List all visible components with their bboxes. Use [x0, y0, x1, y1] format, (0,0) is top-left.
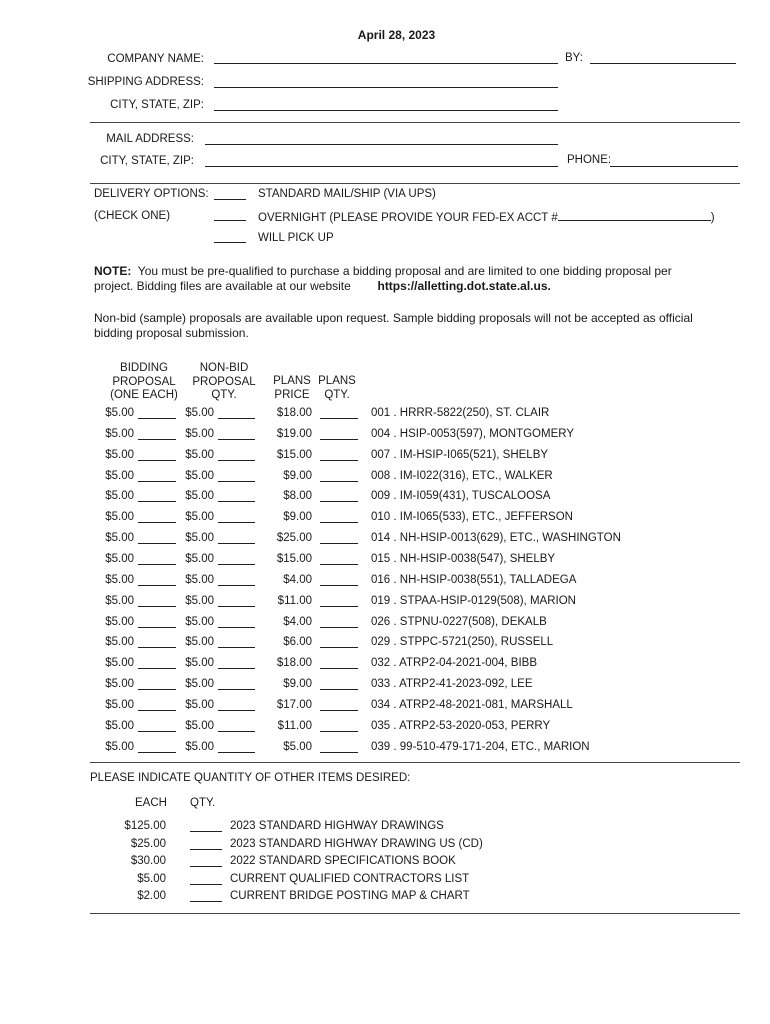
project-description: 033 . ATRP2-41-2023-092, LEE — [371, 678, 533, 691]
bidding-qty-field[interactable] — [138, 731, 176, 732]
fedex-account-field[interactable] — [558, 210, 711, 221]
nonbid-qty-field[interactable] — [218, 522, 255, 523]
item-name: CURRENT BRIDGE POSTING MAP & CHART — [230, 890, 470, 902]
header-line: PLANS — [273, 375, 311, 387]
section-divider-1 — [90, 122, 740, 123]
mail-city-state-zip-label: CITY, STATE, ZIP: — [100, 155, 194, 167]
bidding-qty-field[interactable] — [138, 627, 176, 628]
project-description: 035 . ATRP2-53-2020-053, PERRY — [371, 719, 551, 732]
table-row — [0, 511, 770, 527]
other-item-row — [0, 890, 770, 906]
nonbid-qty-field[interactable] — [218, 627, 255, 628]
plans-price: $25.00 — [276, 532, 312, 545]
delivery-overnight-option — [258, 210, 715, 224]
nonbid-qty-field[interactable] — [218, 689, 255, 690]
nonbid-qty-field[interactable] — [218, 731, 255, 732]
table-row — [0, 407, 770, 423]
plans-qty-field[interactable] — [320, 606, 358, 607]
nonbid-price: $5.00 — [185, 573, 214, 586]
header-line: QTY. — [211, 389, 237, 401]
bidding-price: $5.00 — [105, 427, 134, 440]
shipping-city-state-zip-field[interactable] — [214, 110, 558, 111]
header-line: PRICE — [274, 388, 310, 401]
plans-price: $9.00 — [283, 469, 312, 482]
nonbid-qty-field[interactable] — [218, 439, 255, 440]
mail-city-state-zip-field[interactable] — [205, 166, 558, 167]
bidding-qty-field[interactable] — [138, 710, 176, 711]
other-items-title: PLEASE INDICATE QUANTITY OF OTHER ITEMS DESIRED: — [90, 772, 411, 784]
form-date: April 28, 2023 — [357, 28, 436, 42]
nonbid-price: $5.00 — [185, 594, 214, 607]
project-description: 015 . NH-HSIP-0038(547), SHELBY — [371, 552, 556, 565]
bidding-price: $5.00 — [105, 615, 134, 628]
nonbid-qty-field[interactable] — [218, 606, 255, 607]
nonbid-qty-field[interactable] — [218, 460, 255, 461]
header-line: NON-BID — [199, 362, 249, 374]
plans-price: $4.00 — [283, 615, 312, 628]
plans-qty-field[interactable] — [320, 501, 358, 502]
item-price: $2.00 — [137, 890, 166, 902]
item-qty-field[interactable] — [190, 849, 222, 850]
nonbid-price: $5.00 — [185, 552, 214, 565]
project-description: 001 . HRRR-5822(250), ST. CLAIR — [371, 407, 550, 419]
nonbid-qty-field[interactable] — [218, 585, 255, 586]
header-line: QTY. — [324, 388, 350, 401]
shipping-address-field[interactable] — [214, 87, 558, 88]
table-row — [0, 449, 770, 465]
project-description: 014 . NH-HSIP-0013(629), ETC., WASHINGTON — [371, 532, 621, 545]
section-divider-2 — [90, 183, 740, 184]
item-name: 2023 STANDARD HIGHWAY DRAWING US (CD) — [230, 838, 483, 850]
table-row — [0, 636, 770, 652]
nonbid-price: $5.00 — [185, 490, 214, 503]
fedex-account-close: ) — [710, 212, 715, 224]
plans-qty-field[interactable] — [320, 439, 358, 440]
table-row — [0, 657, 770, 673]
nonbid-qty-field[interactable] — [218, 564, 255, 565]
nonbid-qty-field[interactable] — [218, 710, 255, 711]
plans-qty-field[interactable] — [320, 418, 358, 419]
item-price: $30.00 — [130, 855, 166, 867]
table-row — [0, 532, 770, 548]
project-description: 039 . 99-510-479-171-204, ETC., MARION — [371, 740, 590, 753]
item-name: CURRENT QUALIFIED CONTRACTORS LIST — [230, 873, 470, 885]
bidding-qty-field[interactable] — [138, 752, 176, 753]
bidding-price: $5.00 — [105, 573, 134, 586]
other-item-row — [0, 820, 770, 836]
plans-qty-field[interactable] — [320, 752, 358, 753]
other-item-row — [0, 838, 770, 854]
note-paragraph — [94, 264, 714, 294]
item-qty-field[interactable] — [190, 866, 222, 867]
header-line: (ONE EACH) — [110, 389, 178, 401]
each-header: EACH — [135, 797, 167, 809]
plans-qty-field[interactable] — [320, 731, 358, 732]
bidding-price: $5.00 — [105, 698, 134, 711]
qty-header: QTY. — [190, 797, 216, 809]
bidding-price: $5.00 — [105, 407, 134, 419]
table-row — [0, 678, 770, 694]
item-qty-field[interactable] — [190, 901, 222, 902]
nonbid-qty-field[interactable] — [218, 668, 255, 669]
bidding-price: $5.00 — [105, 448, 134, 461]
check-one-label: (CHECK ONE) — [94, 210, 171, 222]
table-row — [0, 720, 770, 736]
bidding-qty-field[interactable] — [138, 585, 176, 586]
nonbid-price: $5.00 — [185, 636, 214, 649]
project-description: 009 . IM-I059(431), TUSCALOOSA — [371, 490, 551, 503]
table-row — [0, 616, 770, 632]
nonbid-qty-field[interactable] — [218, 543, 255, 544]
nonbid-price: $5.00 — [185, 511, 214, 524]
item-name: 2023 STANDARD HIGHWAY DRAWINGS — [230, 820, 444, 832]
plans-price: $4.00 — [283, 573, 312, 586]
item-price: $5.00 — [137, 873, 166, 885]
company-name-label: COMPANY NAME: — [107, 53, 204, 65]
bidding-qty-field[interactable] — [138, 668, 176, 669]
nonbid-qty-field[interactable] — [218, 418, 255, 419]
plans-price: $18.00 — [276, 407, 312, 419]
bidding-price: $5.00 — [105, 636, 134, 649]
delivery-pickup-checkbox[interactable] — [214, 242, 246, 243]
nonbid-qty-field[interactable] — [218, 752, 255, 753]
bidding-price: $5.00 — [105, 532, 134, 545]
plans-price: $9.00 — [283, 511, 312, 524]
nonbid-price: $5.00 — [185, 448, 214, 461]
plans-qty-field[interactable] — [320, 481, 358, 482]
table-row — [0, 699, 770, 715]
project-description: 029 . STPPC-5721(250), RUSSELL — [371, 636, 554, 649]
table-row — [0, 428, 770, 444]
plans-price-header — [268, 375, 316, 402]
bidding-qty-field[interactable] — [138, 460, 176, 461]
header-line: PLANS — [318, 375, 356, 387]
table-row — [0, 553, 770, 569]
plans-qty-field[interactable] — [320, 647, 358, 648]
bidding-price: $5.00 — [105, 490, 134, 503]
project-description: 008 . IM-I022(316), ETC., WALKER — [371, 469, 553, 482]
bidding-price: $5.00 — [105, 469, 134, 482]
plans-qty-field[interactable] — [320, 627, 358, 628]
plans-qty-field[interactable] — [320, 460, 358, 461]
project-description: 004 . HSIP-0053(597), MONTGOMERY — [371, 427, 575, 440]
item-price: $125.00 — [124, 820, 166, 832]
project-description: 026 . STPNU-0227(508), DEKALB — [371, 615, 547, 628]
project-description: 019 . STPAA-HSIP-0129(508), MARION — [371, 594, 576, 607]
company-name-field[interactable] — [214, 63, 558, 64]
plans-qty-field[interactable] — [320, 522, 358, 523]
delivery-standard-option: STANDARD MAIL/SHIP (VIA UPS) — [258, 188, 436, 200]
nonbid-price: $5.00 — [185, 469, 214, 482]
item-name: 2022 STANDARD SPECIFICATIONS BOOK — [230, 855, 456, 867]
nonbid-price: $5.00 — [185, 657, 214, 670]
by-label: BY: — [565, 52, 583, 64]
phone-label: PHONE: — [567, 154, 612, 166]
bidding-proposal-header — [100, 362, 188, 403]
header-line: BIDDING — [120, 362, 168, 374]
bidding-qty-field[interactable] — [138, 439, 176, 440]
bidding-qty-field[interactable] — [138, 501, 176, 502]
website-link[interactable]: https://alletting.dot.state.al.us. — [377, 279, 551, 293]
table-row — [0, 490, 770, 506]
plans-qty-field[interactable] — [320, 710, 358, 711]
delivery-pickup-option: WILL PICK UP — [258, 232, 334, 244]
plans-price: $18.00 — [276, 657, 312, 670]
nonbid-qty-field[interactable] — [218, 481, 255, 482]
table-row — [0, 741, 770, 757]
delivery-overnight-checkbox[interactable] — [214, 220, 246, 221]
header-line: PROPOSAL — [192, 375, 256, 388]
bidding-price: $5.00 — [105, 678, 134, 691]
bidding-price: $5.00 — [105, 511, 134, 524]
plans-price: $11.00 — [277, 594, 312, 607]
project-description: 034 . ATRP2-48-2021-081, MARSHALL — [371, 698, 573, 711]
nonbid-paragraph: Non-bid (sample) proposals are available upon request. Sample bidding proposals will not be accepted as official bidding proposal submission. — [94, 311, 693, 340]
plans-price: $8.00 — [283, 490, 312, 503]
note-label: NOTE: — [94, 264, 132, 278]
header-line: PROPOSAL — [112, 375, 176, 388]
item-qty-field[interactable] — [190, 831, 222, 832]
note-text: You must be pre-qualified to purchase a bidding proposal and are limited to one bidding proposal per project. Bidding files are available at our website — [94, 264, 672, 293]
bidding-qty-field[interactable] — [138, 647, 176, 648]
nonbid-price: $5.00 — [185, 740, 214, 753]
nonbid-price: $5.00 — [185, 678, 214, 691]
bidding-qty-field[interactable] — [138, 522, 176, 523]
delivery-overnight-text: OVERNIGHT (PLEASE PROVIDE YOUR FED-EX ACCT # — [258, 212, 558, 224]
mail-address-label: MAIL ADDRESS: — [106, 133, 194, 145]
plans-qty-field[interactable] — [320, 689, 358, 690]
other-item-row — [0, 873, 770, 889]
nonbid-qty-field[interactable] — [218, 647, 255, 648]
bidding-qty-field[interactable] — [138, 689, 176, 690]
nonbid-qty-field[interactable] — [218, 501, 255, 502]
item-qty-field[interactable] — [190, 884, 222, 885]
bidding-qty-field[interactable] — [138, 606, 176, 607]
project-description: 032 . ATRP2-04-2021-004, BIBB — [371, 657, 537, 670]
nonbid-price: $5.00 — [185, 532, 214, 545]
bidding-price: $5.00 — [105, 740, 134, 753]
delivery-options-label: DELIVERY OPTIONS: — [94, 188, 209, 200]
plans-price: $19.00 — [276, 427, 312, 440]
plans-price: $5.00 — [283, 740, 312, 753]
bidding-qty-field[interactable] — [138, 481, 176, 482]
nonbid-price: $5.00 — [185, 698, 214, 711]
table-row — [0, 470, 770, 486]
shipping-city-state-zip-label: CITY, STATE, ZIP: — [110, 99, 204, 111]
plans-qty-field[interactable] — [320, 668, 358, 669]
bidding-qty-field[interactable] — [138, 564, 176, 565]
project-description: 007 . IM-HSIP-I065(521), SHELBY — [371, 448, 549, 461]
section-divider-4 — [90, 913, 740, 914]
plans-qty-header — [314, 375, 360, 402]
plans-price: $9.00 — [283, 678, 312, 691]
phone-field[interactable] — [610, 166, 738, 167]
nonbid-price: $5.00 — [185, 615, 214, 628]
other-item-row — [0, 855, 770, 871]
delivery-standard-checkbox[interactable] — [214, 199, 246, 200]
bidding-price: $5.00 — [105, 594, 134, 607]
project-description: 016 . NH-HSIP-0038(551), TALLADEGA — [371, 573, 577, 586]
item-price: $25.00 — [130, 838, 166, 850]
plans-price: $11.00 — [277, 719, 312, 732]
nonbid-proposal-header — [182, 362, 266, 403]
nonbid-price: $5.00 — [185, 719, 214, 732]
bidding-price: $5.00 — [105, 657, 134, 670]
plans-price: $6.00 — [283, 636, 312, 649]
plans-qty-field[interactable] — [320, 564, 358, 565]
plans-qty-field[interactable] — [320, 543, 358, 544]
plans-price: $15.00 — [276, 448, 312, 461]
bidding-price: $5.00 — [105, 719, 134, 732]
bidding-qty-field[interactable] — [138, 543, 176, 544]
bidding-price: $5.00 — [105, 552, 134, 565]
shipping-address-label: SHIPPING ADDRESS: — [87, 76, 204, 88]
table-row — [0, 574, 770, 590]
nonbid-price: $5.00 — [185, 427, 214, 440]
table-row — [0, 595, 770, 611]
plans-qty-field[interactable] — [320, 585, 358, 586]
mail-address-field[interactable] — [205, 144, 558, 145]
by-field[interactable] — [590, 63, 736, 64]
plans-price: $15.00 — [276, 552, 312, 565]
plans-price: $17.00 — [276, 698, 312, 711]
bidding-qty-field[interactable] — [138, 418, 176, 419]
nonbid-price: $5.00 — [185, 407, 214, 419]
project-description: 010 . IM-I065(533), ETC., JEFFERSON — [371, 511, 573, 524]
section-divider-3 — [90, 762, 740, 763]
